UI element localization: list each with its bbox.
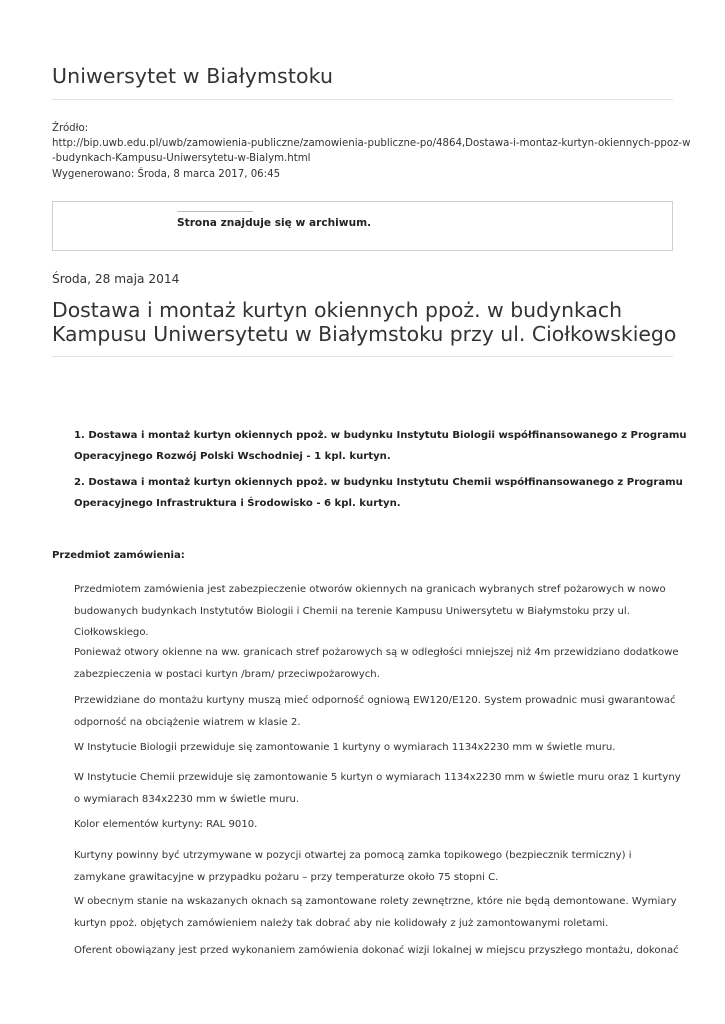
paragraph-7	[74, 845, 674, 888]
title-divider	[52, 356, 673, 357]
paragraph-line: Ponieważ otwory okienne na ww. granicach stref pożarowych są w odległości mniejszej niż 4m przewidziano dodatkowe	[74, 647, 679, 658]
header-divider	[52, 99, 673, 100]
order-item-line: Operacyjnego Infrastruktura i Środowisko - 6 kpl. kurtyn.	[74, 498, 401, 509]
source-url-line-2[interactable]: -budynkach-Kampusu-Uniwersytetu-w-Bialym.html	[52, 153, 311, 165]
source-info	[52, 121, 691, 182]
section-heading: Przedmiot zamówienia:	[52, 550, 185, 561]
order-item-line: 2. Dostawa i montaż kurtyn okiennych ppoż. w budynku Instytutu Chemii współfinansowanego z Programu	[74, 477, 683, 488]
article-title	[52, 299, 682, 346]
paragraph-line: zamykane grawitacyjne w przypadku pożaru – przy temperaturze około 75 stopni C.	[74, 871, 499, 883]
paragraph-line: budowanych budynkach Instytutów Biologii i Chemii na terenie Kampusu Uniwersytetu w Białymstoku przy ul.	[74, 605, 630, 617]
paragraph-line: Kolor elementów kurtyny: RAL 9010.	[74, 819, 258, 830]
paragraph-line: odporność na obciążenie wiatrem w klasie 2.	[74, 716, 301, 728]
order-item-line: 1. Dostawa i montaż kurtyn okiennych ppoż. w budynku Instytutu Biologii współfinansowanego z Programu	[74, 430, 687, 441]
source-url-line-1[interactable]: http://bip.uwb.edu.pl/uwb/zamowienia-publiczne/zamowienia-publiczne-po/4864,Dostawa-i-montaz-kurtyn-okiennych-ppoz-w	[52, 138, 691, 150]
archive-notice-text: Strona znajduje się w archiwum.	[177, 217, 372, 229]
paragraph-line: Oferent obowiązany jest przed wykonaniem zamówienia dokonać wizji lokalnej w miejscu przyszłego montażu, dokonać	[74, 945, 679, 956]
paragraph-2	[74, 642, 679, 685]
paragraph-line: Przewidziane do montażu kurtyny muszą mieć odporność ogniową EW120/E120. System prowadnic musi gwarantować	[74, 695, 676, 706]
paragraph-line: o wymiarach 834x2230 mm w świetle muru.	[74, 793, 300, 805]
archive-notice-bar	[177, 211, 253, 212]
paragraph-line: W obecnym stanie na wskazanych oknach są zamontowane rolety zewnętrzne, które nie będą demontowane. Wymiary	[74, 896, 677, 907]
order-item-line: Operacyjnego Rozwój Polski Wschodniej - 1 kpl. kurtyn.	[74, 451, 391, 462]
article-title-line-2: Kampusu Uniwersytetu w Białymstoku przy ul. Ciołkowskiego	[52, 321, 677, 346]
generated-timestamp: Wygenerowano: Środa, 8 marca 2017, 06:45	[52, 168, 281, 180]
paragraph-line: Kurtyny powinny być utrzymywane w pozycji otwartej za pomocą zamka topikowego (bezpiecznik termiczny) i	[74, 850, 632, 861]
order-item-1	[74, 425, 687, 467]
paragraph-8	[74, 891, 677, 934]
source-label: Źródło:	[52, 123, 89, 134]
paragraph-line: W Instytucie Biologii przewiduje się zamontowanie 1 kurtyny o wymiarach 1134x2230 mm w świetle muru.	[74, 742, 616, 753]
paragraph-line: zabezpieczenia w postaci kurtyn /bram/ przeciwpożarowych.	[74, 668, 380, 680]
order-item-2	[74, 472, 683, 514]
paragraph-6	[74, 814, 674, 836]
article-title-line-1: Dostawa i montaż kurtyn okiennych ppoż. w budynkach	[52, 298, 623, 322]
paragraph-1	[74, 579, 674, 644]
paragraph-line: kurtyn ppoż. objętych zamówieniem należy tak dobrać aby nie kolidowały z już zamontowanymi roletami.	[74, 917, 609, 929]
paragraph-line: W Instytucie Chemii przewiduje się zamontowanie 5 kurtyn o wymiarach 1134x2230 mm w świetle muru oraz 1 kurtyny	[74, 772, 681, 783]
article-date: Środa, 28 maja 2014	[52, 272, 180, 286]
paragraph-3	[74, 690, 674, 733]
paragraph-4	[74, 737, 674, 759]
paragraph-5	[74, 767, 681, 810]
archive-notice-box	[52, 201, 673, 251]
paragraph-9	[74, 940, 679, 962]
paragraph-line: Ciołkowskiego.	[74, 627, 149, 638]
site-title: Uniwersytet w Białymstoku	[52, 64, 334, 88]
paragraph-line: Przedmiotem zamówienia jest zabezpieczenie otworów okiennych na granicach wybranych stref pożarowych w nowo	[74, 584, 666, 595]
